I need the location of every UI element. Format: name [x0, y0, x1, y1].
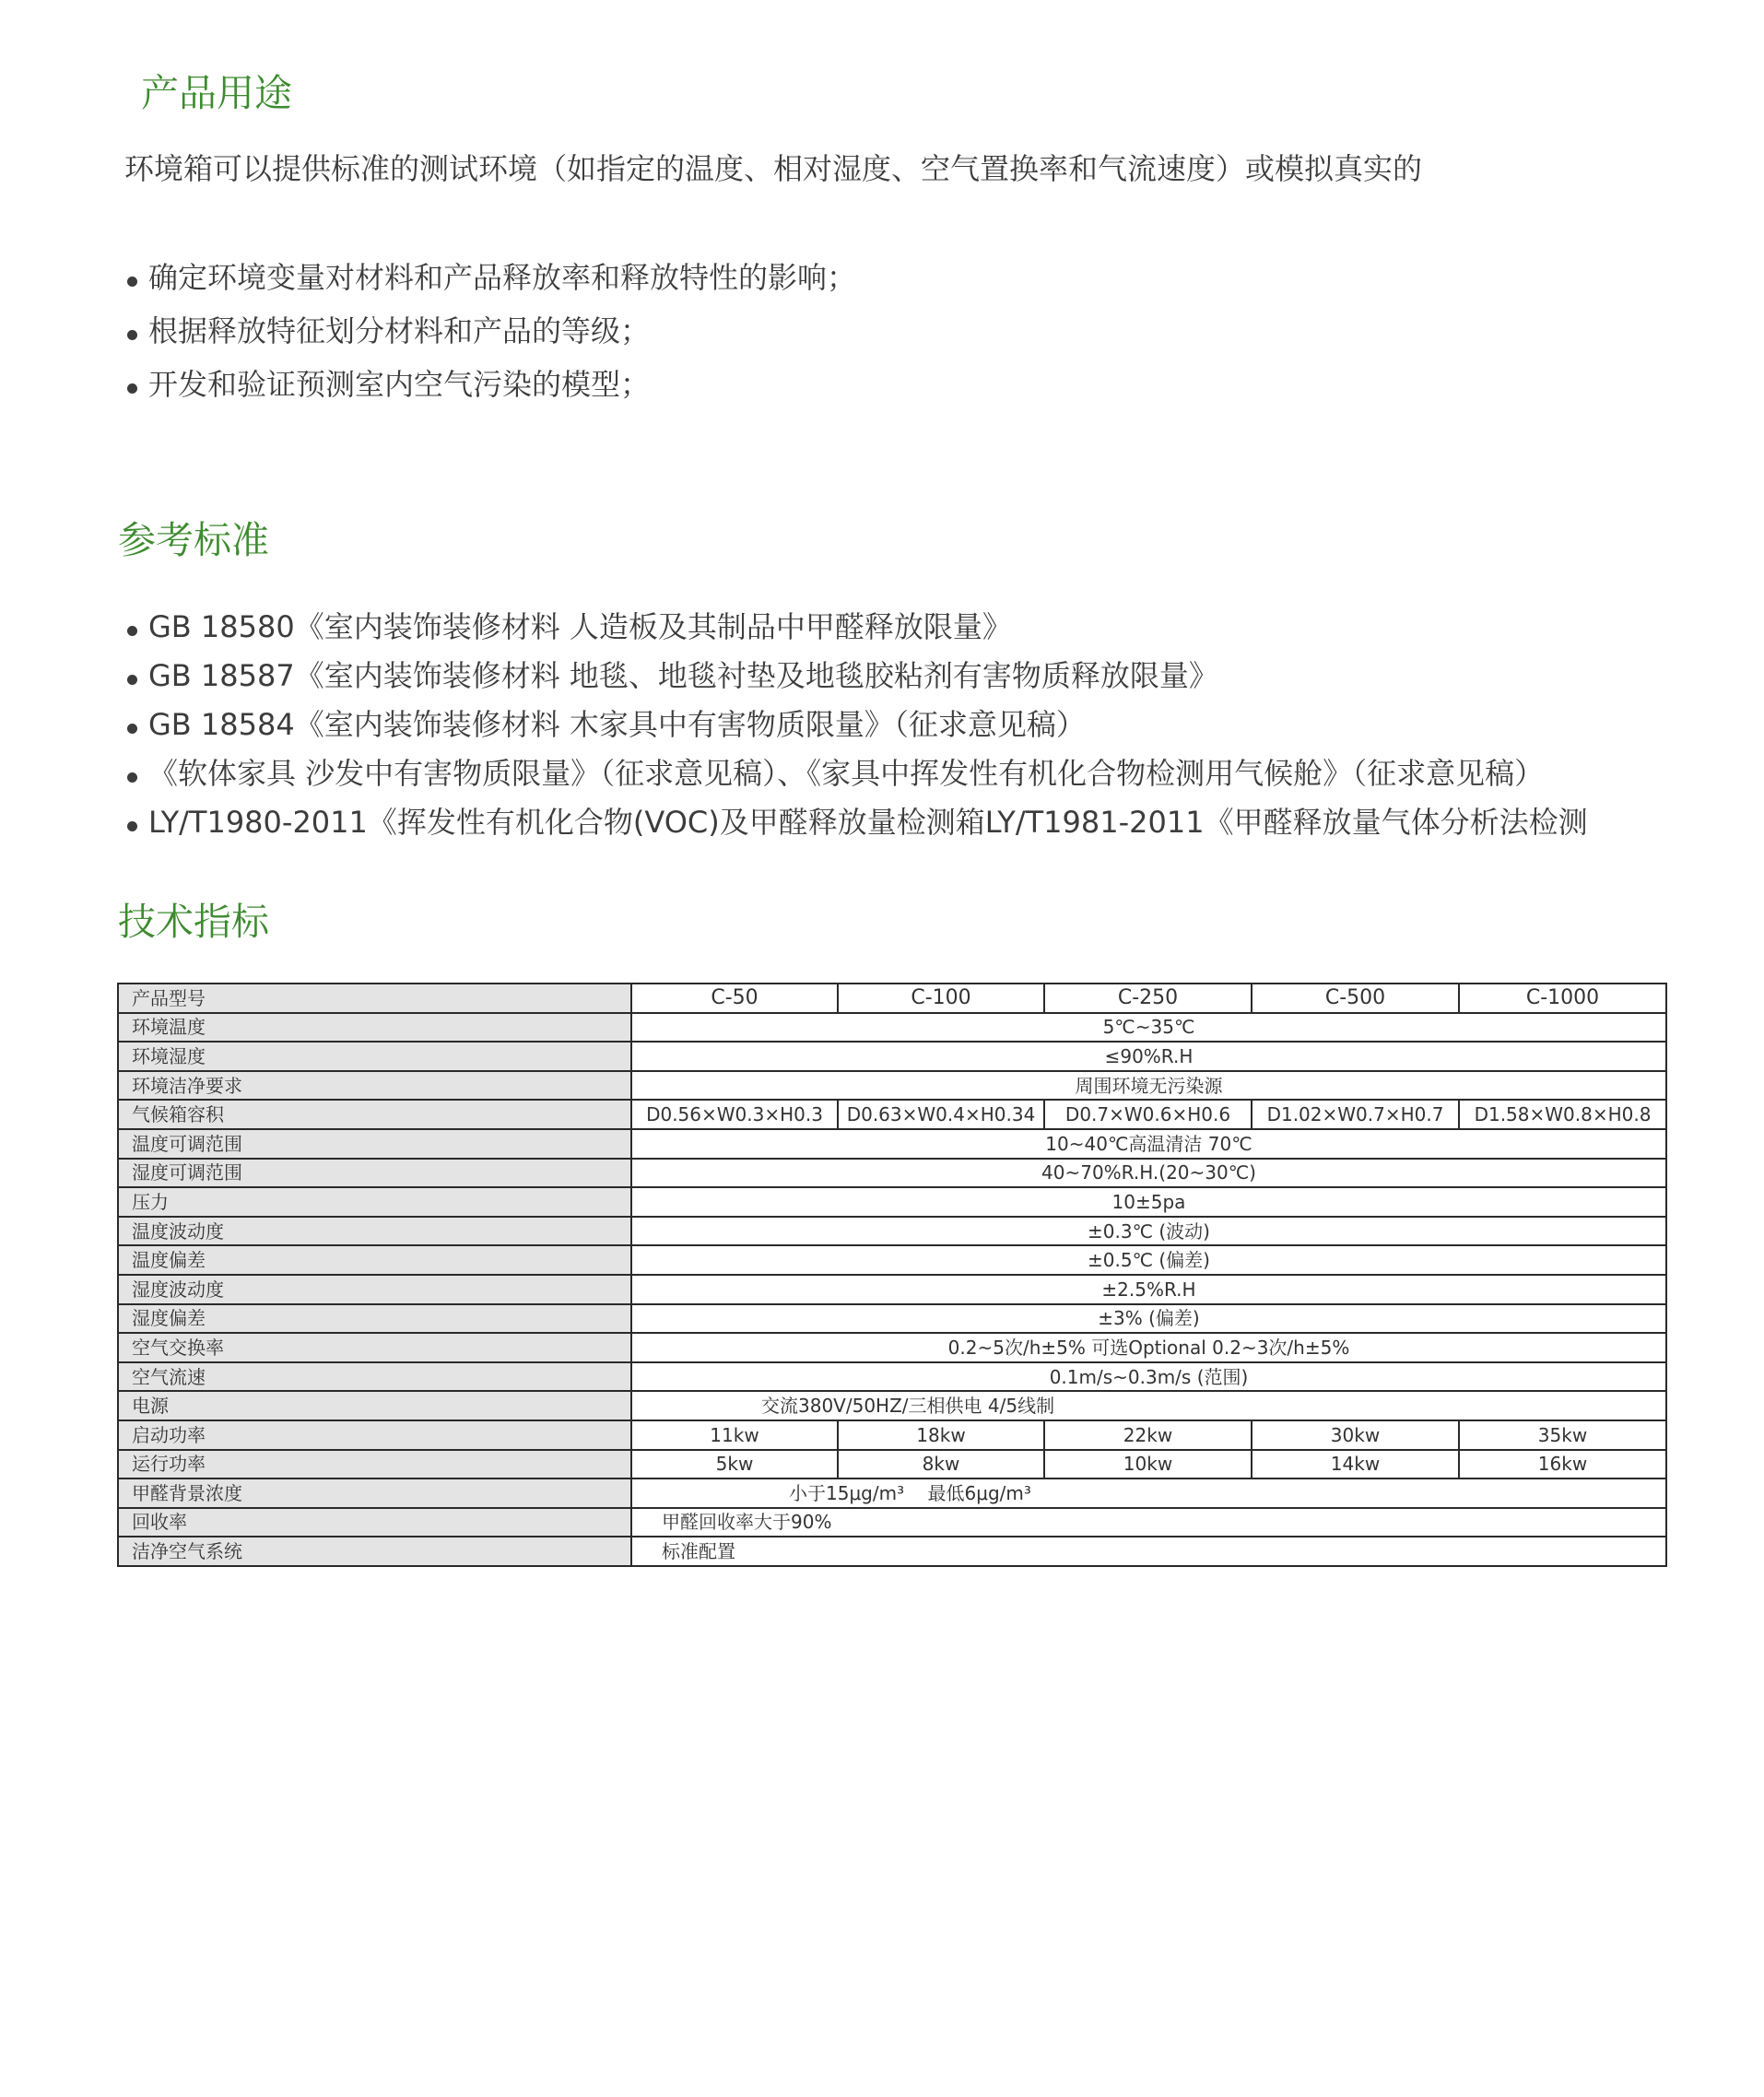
- row-label: 产品型号: [118, 984, 631, 1013]
- row-value: ±2.5%R.H: [631, 1275, 1666, 1304]
- table-row: [118, 1013, 1666, 1043]
- table-row: [118, 1391, 1666, 1420]
- row-value: D0.63×W0.4×H0.34: [838, 1100, 1044, 1129]
- row-value: 11kw: [631, 1420, 838, 1450]
- bullet-icon: [127, 772, 137, 783]
- row-label: 回收率: [118, 1508, 631, 1537]
- list-item: 根据释放特征划分材料和产品的等级；: [124, 316, 856, 370]
- model-header: C-1000: [1459, 984, 1666, 1013]
- row-label: 环境湿度: [118, 1042, 631, 1071]
- row-label: 湿度波动度: [118, 1275, 631, 1304]
- row-value: 交流380V/50HZ/三相供电 4/5线制: [631, 1391, 1666, 1420]
- row-label: 运行功率: [118, 1450, 631, 1479]
- table-row: [118, 1071, 1666, 1101]
- table-row: [118, 984, 1666, 1013]
- row-label: 温度波动度: [118, 1217, 631, 1246]
- list-item: 《软体家具 沙发中有害物质限量》（征求意见稿）、《家具中挥发性有机化合物检测用气候舱》（征求意见稿）: [124, 759, 1588, 807]
- list-item: 开发和验证预测室内空气污染的模型；: [124, 370, 856, 423]
- model-header: C-250: [1044, 984, 1252, 1013]
- row-value: 标准配置: [631, 1537, 1666, 1566]
- table-row: [118, 1245, 1666, 1275]
- bullet-icon: [127, 626, 137, 636]
- row-value: 14kw: [1252, 1450, 1459, 1479]
- table-row: [118, 1304, 1666, 1334]
- row-label: 甲醛背景浓度: [118, 1479, 631, 1508]
- row-value: D0.56×W0.3×H0.3: [631, 1100, 838, 1129]
- row-value: 5kw: [631, 1450, 838, 1479]
- row-label: 温度可调范围: [118, 1129, 631, 1159]
- table-row: [118, 1420, 1666, 1450]
- section-title-purpose: 产品用途: [141, 71, 292, 115]
- table-row: [118, 1479, 1666, 1508]
- row-value: 16kw: [1459, 1450, 1666, 1479]
- row-value: 22kw: [1044, 1420, 1252, 1450]
- row-label: 环境洁净要求: [118, 1071, 631, 1101]
- row-value: 10kw: [1044, 1450, 1252, 1479]
- row-label: 压力: [118, 1187, 631, 1217]
- list-item: LY/T1980-2011《挥发性有机化合物(VOC)及甲醛释放量检测箱LY/T1981-2011《甲醛释放量气体分析法检测: [124, 807, 1588, 856]
- row-label: 电源: [118, 1391, 631, 1420]
- row-value: 18kw: [838, 1420, 1044, 1450]
- table-row: [118, 1333, 1666, 1362]
- row-label: 空气交换率: [118, 1333, 631, 1362]
- model-header: C-100: [838, 984, 1044, 1013]
- row-value: 8kw: [838, 1450, 1044, 1479]
- row-value: 35kw: [1459, 1420, 1666, 1450]
- model-header: C-500: [1252, 984, 1459, 1013]
- row-value: 0.2~5次/h±5% 可选Optional 0.2~3次/h±5%: [631, 1333, 1666, 1362]
- table-row: [118, 1217, 1666, 1246]
- table-row: [118, 1508, 1666, 1537]
- table-row: [118, 1187, 1666, 1217]
- row-value: 10±5pa: [631, 1187, 1666, 1217]
- bullet-icon: [127, 821, 137, 831]
- row-value: 甲醛回收率大于90%: [631, 1508, 1666, 1537]
- purpose-list: [124, 260, 857, 423]
- row-value: D0.7×W0.6×H0.6: [1044, 1100, 1252, 1129]
- row-label: 温度偏差: [118, 1245, 631, 1275]
- list-item: 确定环境变量对材料和产品释放率和释放特性的影响；: [124, 263, 856, 316]
- table-row: [118, 1450, 1666, 1479]
- bullet-icon: [127, 383, 137, 394]
- list-item: GB 18587《室内装饰装修材料 地毯、地毯衬垫及地毯胶粘剂有害物质释放限量》: [124, 661, 1588, 710]
- row-value: ±3% (偏差): [631, 1304, 1666, 1334]
- row-value: ±0.5℃ (偏差): [631, 1245, 1666, 1275]
- bullet-icon: [127, 724, 137, 734]
- row-value: 40~70%R.H.(20~30℃): [631, 1159, 1666, 1188]
- row-label: 气候箱容积: [118, 1100, 631, 1129]
- row-value: D1.58×W0.8×H0.8: [1459, 1100, 1666, 1129]
- table-row: [118, 1042, 1666, 1071]
- row-label: 洁净空气系统: [118, 1537, 631, 1566]
- table-row: [118, 1159, 1666, 1188]
- spec-table: [117, 983, 1667, 1567]
- table-row: [118, 1537, 1666, 1566]
- row-value: 0.1m/s~0.3m/s (范围): [631, 1362, 1666, 1392]
- bullet-icon: [127, 277, 137, 287]
- row-value: 10~40℃高温清洁 70℃: [631, 1129, 1666, 1159]
- standards-list: [124, 609, 1588, 856]
- row-label: 湿度可调范围: [118, 1159, 631, 1188]
- section-title-specs: 技术指标: [118, 900, 269, 944]
- purpose-intro: 环境箱可以提供标准的测试环境（如指定的温度、相对湿度、空气置换率和气流速度）或模拟真实的: [124, 151, 1423, 186]
- table-row: [118, 1129, 1666, 1159]
- row-value: ±0.3℃ (波动): [631, 1217, 1666, 1246]
- model-header: C-50: [631, 984, 838, 1013]
- table-row: [118, 1100, 1666, 1129]
- list-item: GB 18584《室内装饰装修材料 木家具中有害物质限量》（征求意见稿）: [124, 710, 1588, 759]
- row-value: ≤90%R.H: [631, 1042, 1666, 1071]
- row-value: D1.02×W0.7×H0.7: [1252, 1100, 1459, 1129]
- section-title-standards: 参考标准: [118, 518, 269, 562]
- table-row: [118, 1275, 1666, 1304]
- row-value: 5℃~35℃: [631, 1013, 1666, 1043]
- row-label: 空气流速: [118, 1362, 631, 1392]
- list-item: GB 18580《室内装饰装修材料 人造板及其制品中甲醛释放限量》: [124, 612, 1588, 661]
- table-row: [118, 1362, 1666, 1392]
- row-value: 周围环境无污染源: [631, 1071, 1666, 1101]
- bullet-icon: [127, 330, 137, 340]
- row-value: 小于15μg/m³ 最低6μg/m³: [631, 1479, 1666, 1508]
- bullet-icon: [127, 675, 137, 685]
- row-value: 30kw: [1252, 1420, 1459, 1450]
- row-label: 湿度偏差: [118, 1304, 631, 1334]
- row-label: 环境温度: [118, 1013, 631, 1043]
- row-label: 启动功率: [118, 1420, 631, 1450]
